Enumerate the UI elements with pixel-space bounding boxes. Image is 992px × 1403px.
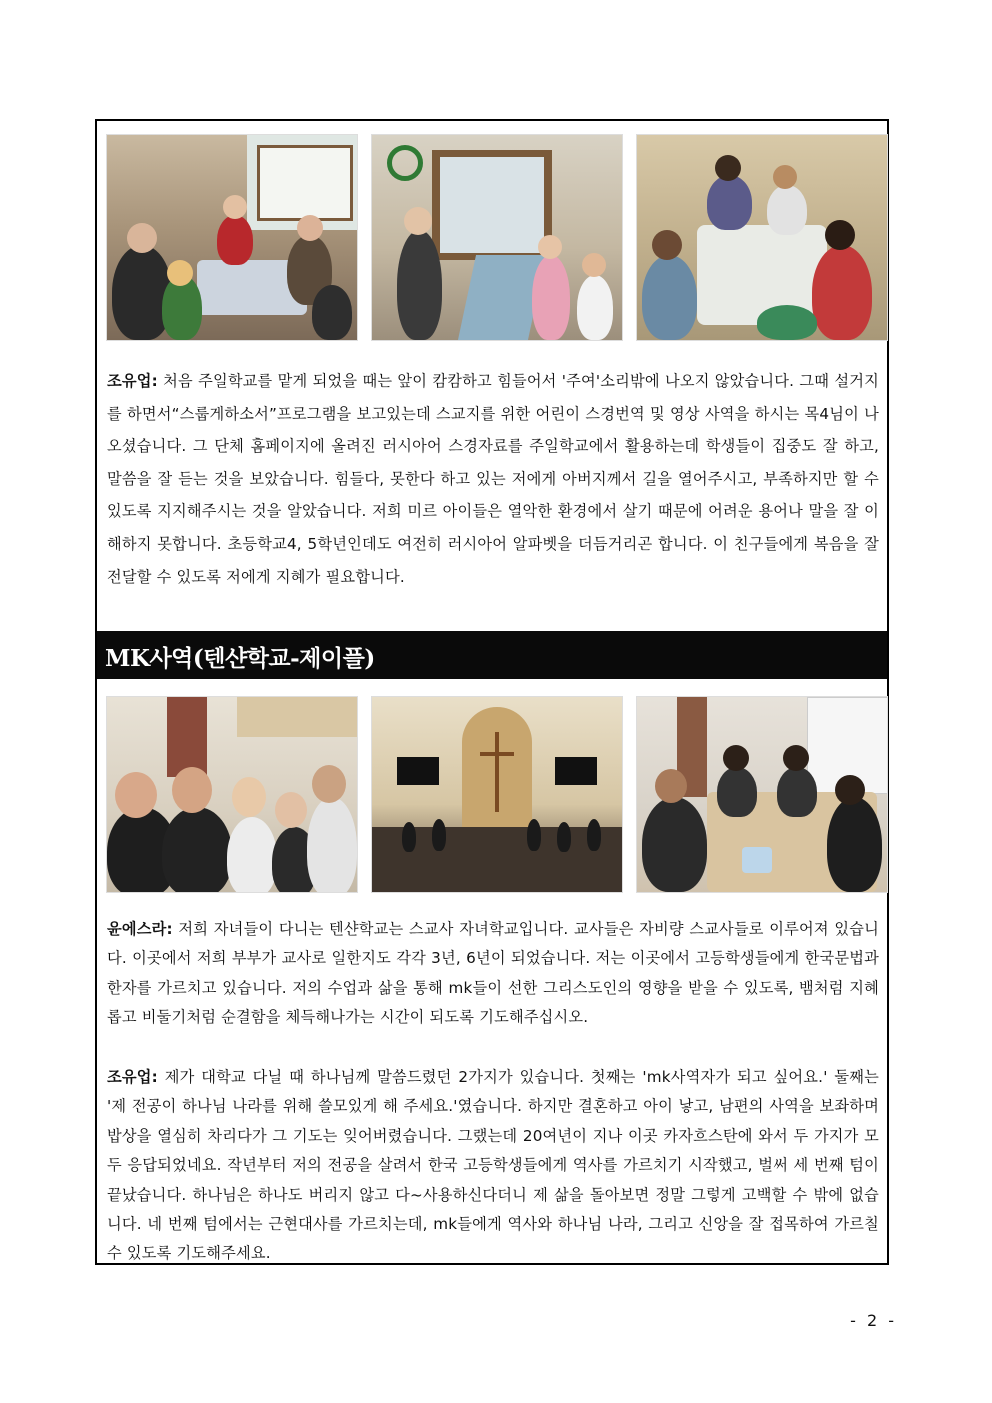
photo-children-drawing xyxy=(637,135,887,340)
photo-children-singing xyxy=(372,135,622,340)
photo-row-sunday-school xyxy=(107,135,887,340)
testimony-cho-sunday-school xyxy=(107,365,879,593)
speaker-label: 조유업: xyxy=(107,372,158,390)
photo-church-worship xyxy=(372,697,622,892)
testimony-cho-mk xyxy=(107,1063,879,1269)
photo-dinner-party xyxy=(107,135,357,340)
photo-group-selfie xyxy=(107,697,357,892)
testimony-text: 제가 대학교 다닐 때 하나님께 말씀드렸던 2가지가 있습니다. 첫째는 'mk사역자가 되고 싶어요.' 둘째는 '제 전공이 하나님 나라를 위해 쓸모있게 해 주세요.'였습니다. 하지만 결혼하고 아이 낳고, 남편의 사역을 보좌하며 밥상을 열심히 차리다가 그 기도는 잊어버렸습니다. 그랬는데 20여년이 지나 이곳 카자흐스탄에 와서 두 가지가 모두 응답되었네요. 작년부터 저의 전공을 살려서 한국 고등학생들에게 역사를 가르치기 시작했고, 벌써 세 번째 텀이 끝났습니다. 하나님은 하나도 버리지 않고 다~사용하신다더니 제 삶을 돌아보면 정말 그렇게 고백할 수 밖에 없습니다. 네 번째 텀에서는 근현대사를 가르치는데, mk들에게 역사와 하나님 나라, 그리고 신앙을 잘 접목하여 가르칠 수 있도록 기도해주세요. xyxy=(107,1068,879,1263)
photo-students-table xyxy=(637,697,887,892)
content-frame xyxy=(95,119,889,1265)
testimony-yoon-tianshan xyxy=(107,915,879,1033)
testimony-text: 저희 자녀들이 다니는 텐샨학교는 스교사 자녀학교입니다. 교사들은 자비량 스교사들로 이루어져 있습니다. 이곳에서 저희 부부가 교사로 일한지도 각각 3년, 6년이 되었습니다. 저는 이곳에서 고등학생들에게 한국문법과 한자를 가르치고 있습니다. 저의 수업과 삶을 통해 mk들이 선한 그리스도인의 영향을 받을 수 있도록, 뱀처럼 지혜롭고 비둘기처럼 순결함을 체득해나가는 시간이 되도록 기도해주십시오. xyxy=(107,920,879,1027)
testimony-text: 처음 주일학교를 맡게 되었을 때는 앞이 캄캄하고 힘들어서 '주여'소리밖에 나오지 않았습니다. 그때 설거지를 하면서“스룹게하소서”프로그램을 보고있는데 스교지를 위한 어린이 스경번역 및 영상 사역을 하시는 목4님이 나오셨습니다. 그 단체 홈페이지에 올려진 러시아어 스경자료를 주일학교에서 활용하는데 학생들이 집중도 잘 하고, 말씀을 잘 듣는 것을 보았습니다. 힘들다, 못한다 하고 있는 저에게 아버지께서 길을 열어주시고, 부족하지만 할 수 있도록 지지해주시는 것을 알았습니다. 저희 미르 아이들은 열악한 환경에서 살기 때문에 어려운 용어나 말을 잘 이해하지 못합니다. 초등학교4, 5학년인데도 여전히 러시아어 알파벳을 더듬거리곤 합니다. 이 친구들에게 복음을 잘 전달할 수 있도록 저에게 지혜가 필요합니다. xyxy=(107,372,879,586)
speaker-label: 조유업: xyxy=(107,1068,158,1086)
page-number: - 2 - xyxy=(850,1311,897,1330)
section-banner xyxy=(97,631,887,679)
speaker-label: 윤에스라: xyxy=(107,920,173,938)
photo-row-mk-ministry xyxy=(107,697,887,892)
section-title: MK사역(텐샨학교-제이플) xyxy=(105,645,375,672)
